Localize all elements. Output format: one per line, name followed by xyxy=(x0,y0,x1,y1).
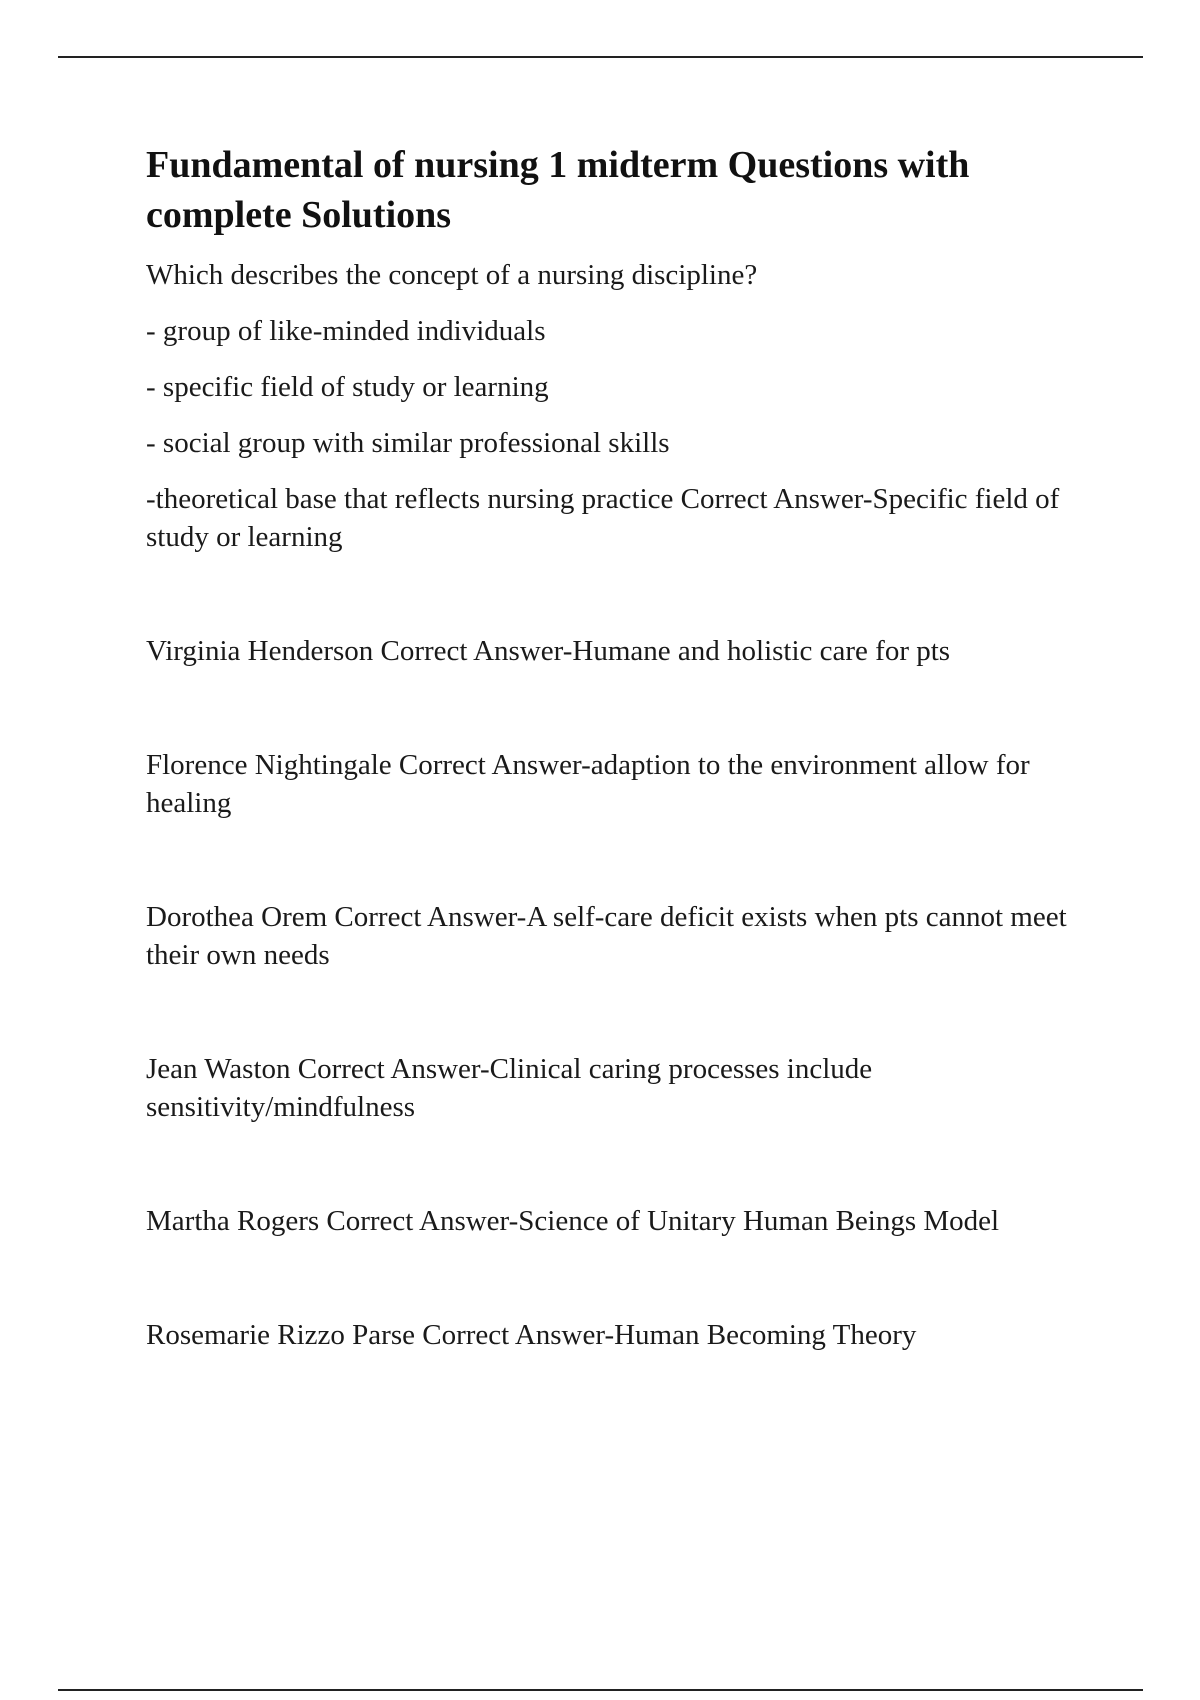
answer-entry-henderson: Virginia Henderson Correct Answer-Humane and holistic care for pts xyxy=(146,635,951,667)
top-divider xyxy=(58,56,1143,58)
answer-entry-watson: Jean Waston Correct Answer-Clinical caring processes include sensitivity/mindfulness xyxy=(146,1053,873,1123)
answer-entry-parse: Rosemarie Rizzo Parse Correct Answer-Human Becoming Theory xyxy=(146,1319,917,1351)
bottom-divider xyxy=(58,1689,1143,1691)
question-option-with-answer: -theoretical base that reflects nursing practice Correct Answer-Specific field of study or learning xyxy=(146,483,1060,553)
question-option: - group of like-minded individuals xyxy=(146,315,546,347)
answer-entry-rogers: Martha Rogers Correct Answer-Science of Unitary Human Beings Model xyxy=(146,1205,1000,1237)
document-title: Fundamental of nursing 1 midterm Questions with complete Solutions xyxy=(146,144,970,236)
answer-entry-orem: Dorothea Orem Correct Answer-A self-care deficit exists when pts cannot meet their own needs xyxy=(146,901,1067,971)
answer-entry-nightingale: Florence Nightingale Correct Answer-adaption to the environment allow for healing xyxy=(146,749,1030,819)
question-option: - social group with similar professional skills xyxy=(146,427,670,459)
question-prompt: Which describes the concept of a nursing discipline? xyxy=(146,259,758,291)
question-option: - specific field of study or learning xyxy=(146,371,549,403)
document-body xyxy=(146,140,1096,1354)
